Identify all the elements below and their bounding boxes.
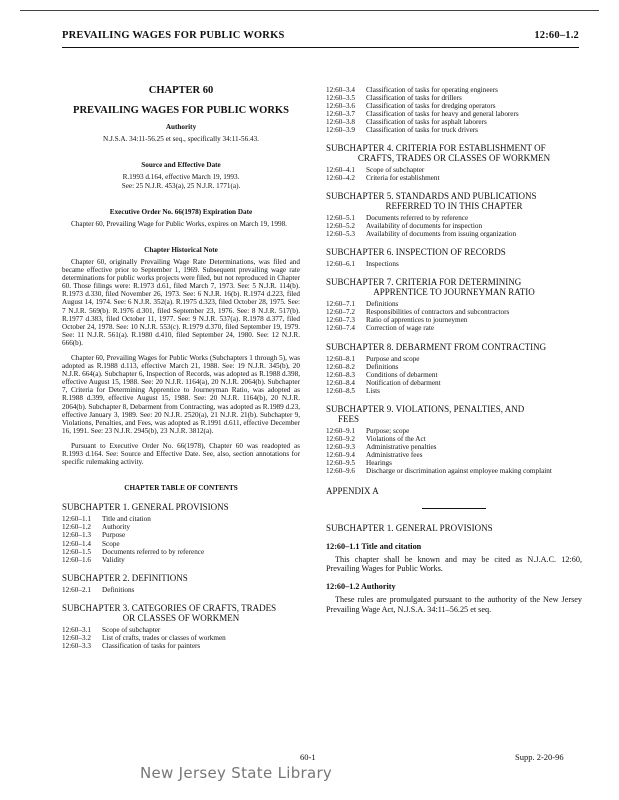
- toc-subchapter-7-list: [326, 300, 509, 332]
- toc-subchapter-3-continued-list: [326, 86, 519, 135]
- toc-subchapter-4-cont: CRAFTS, TRADES OR CLASSES OF WORKMEN: [357, 152, 551, 163]
- toc-subchapter-2: SUBCHAPTER 2. DEFINITIONS: [62, 572, 188, 583]
- supplement-date: Supp. 2-20-96: [515, 752, 564, 762]
- toc-entry-title: Classification of tasks for operating engineers: [366, 86, 498, 94]
- toc-entry: [326, 316, 509, 324]
- source-text-1: R.1993 d.164, effective March 19, 1993.: [122, 173, 240, 182]
- toc-entry-number: 12:60–2.1: [62, 585, 91, 594]
- toc-entry-number: 12:60–9.3: [326, 443, 355, 452]
- toc-entry: [326, 308, 509, 316]
- library-watermark: New Jersey State Library: [140, 764, 333, 782]
- running-header: [62, 30, 579, 48]
- history-heading: Chapter Historical Note: [144, 245, 218, 254]
- toc-subchapter-5-cont: REFERRED TO IN THIS CHAPTER: [385, 200, 523, 211]
- toc-entry-title: Violations of the Act: [366, 435, 426, 444]
- toc-entry: [326, 355, 441, 363]
- toc-entry-title: Discharge or discrimination against employee making complaint: [366, 467, 552, 476]
- toc-entry-number: 12:60–1.4: [62, 539, 91, 548]
- toc-entry-number: 12:60–9.6: [326, 467, 355, 476]
- toc-entry-number: 12:60–3.3: [62, 642, 91, 651]
- toc-entry-title: Inspections: [366, 260, 399, 269]
- toc-entry-number: 12:60–6.1: [326, 260, 355, 269]
- toc-entry-title: Title and citation: [102, 515, 151, 524]
- toc-heading: CHAPTER TABLE OF CONTENTS: [124, 484, 238, 493]
- toc-entry-number: 12:60–3.5: [326, 94, 355, 103]
- toc-entry: [326, 86, 519, 94]
- section-divider: [422, 508, 486, 509]
- chapter-title: PREVAILING WAGES FOR PUBLIC WORKS: [73, 105, 289, 117]
- toc-entry: [62, 548, 204, 556]
- toc-entry-title: Definitions: [366, 362, 399, 371]
- toc-entry: [62, 523, 204, 531]
- body-subchapter-1: SUBCHAPTER 1. GENERAL PROVISIONS: [326, 522, 493, 533]
- toc-entry: [62, 556, 204, 564]
- toc-entry-title: Purpose: [102, 531, 126, 540]
- toc-entry-title: Purpose and scope: [366, 354, 420, 363]
- toc-entry-number: 12:60–5.1: [326, 213, 355, 222]
- toc-subchapter-7: SUBCHAPTER 7. CRITERIA FOR DETERMINING: [326, 277, 522, 288]
- toc-entry-title: Definitions: [366, 300, 399, 309]
- toc-entry-title: Authority: [102, 523, 130, 532]
- toc-subchapter-1: SUBCHAPTER 1. GENERAL PROVISIONS: [62, 502, 229, 513]
- toc-entry: [326, 126, 519, 134]
- toc-entry-title: Scope of subchapter: [102, 625, 161, 634]
- toc-entry: [326, 363, 441, 371]
- header-title: PREVAILING WAGES FOR PUBLIC WORKS: [62, 30, 285, 41]
- toc-entry-title: Notification of debarment: [366, 378, 441, 387]
- toc-entry: [62, 531, 204, 539]
- left-column: [62, 55, 300, 650]
- toc-entry-title: Hearings: [366, 459, 392, 468]
- section-1-1-title: 12:60–1.1 Title and citation: [326, 541, 422, 551]
- toc-entry: [326, 174, 439, 182]
- toc-entry-number: 12:60–8.5: [326, 386, 355, 395]
- toc-entry-title: Availability of documents from issuing organization: [366, 229, 517, 238]
- toc-subchapter-4-list: [326, 166, 439, 182]
- toc-entry: [326, 451, 552, 459]
- toc-entry: [326, 260, 399, 268]
- toc-entry-title: List of crafts, trades or classes of workmen: [102, 634, 226, 643]
- toc-entry: [326, 427, 552, 435]
- authority-text: N.J.S.A. 34:11-56.25 et seq., specifically 34:11-56.43.: [103, 135, 259, 144]
- toc-subchapter-8: SUBCHAPTER 8. DEBARMENT FROM CONTRACTING: [326, 341, 547, 352]
- toc-subchapter-5: SUBCHAPTER 5. STANDARDS AND PUBLICATIONS: [326, 190, 537, 201]
- toc-entry-number: 12:60–3.2: [62, 634, 91, 643]
- toc-entry-number: 12:60–4.1: [326, 165, 355, 174]
- toc-entry-number: 12:60–3.1: [62, 625, 91, 634]
- toc-entry-title: Validity: [102, 555, 125, 564]
- toc-subchapter-1-list: [62, 515, 204, 564]
- right-column: [326, 86, 582, 614]
- toc-entry-title: Lists: [366, 386, 380, 395]
- toc-entry: [326, 118, 519, 126]
- section-1-1-text: This chapter shall be known and may be cited as N.J.A.C. 12:60, Prevailing Wages for Public Works.: [326, 554, 582, 574]
- toc-entry-number: 12:60–9.2: [326, 435, 355, 444]
- toc-entry-title: Scope of subchapter: [366, 165, 425, 174]
- toc-subchapter-6-list: [326, 260, 399, 268]
- authority-heading: Authority: [165, 123, 197, 132]
- toc-subchapter-3: SUBCHAPTER 3. CATEGORIES OF CRAFTS, TRADES: [62, 602, 277, 613]
- history-paragraph-3: Pursuant to Executive Order No. 66(1978), Chapter 60 was readopted as R.1993 d.164. See: Source and Effective Date. See, also, section annotations for specific rulemaking activity.: [62, 441, 300, 467]
- toc-entry: [62, 634, 226, 642]
- toc-entry: [62, 586, 134, 594]
- chapter-number: CHAPTER 60: [148, 85, 214, 96]
- toc-entry: [326, 214, 516, 222]
- history-paragraph-2: Chapter 60, Prevailing Wages for Public Works (Subchapters 1 through 5), was adopted as R.1988 d.113, effective March 21, 1988. See: 19 N.J.R. 345(b), 20 N.J.R. 664(a). Subchapter 6, Inspection of Records, was adopted as R.1988 d.398, effective August 15, 1988. See: 20 N.J.R. 1164(a), 20 N.J.R. 2064(b). Subchapter 7, Criteria for Determining Apprentice to Journeyman Ratio, was adopted as R.1988 d.399, effective August 15, 1988. See: 20 N.J.R. 1164(b), 20 N.J.R. 2064(b). Subchapter 8, Debarment from Contracting, was adopted as R.1989 d.23, effective January 3, 1989. See: 20 N.J.R. 2520(a), 21 N.J.R. 21(b). Subchapter 9, Violations, Penalties, and Fees, was adopted as R.1991 d.611, effective December 16, 1991. See: 23 N.J.R. 2945(b), 23 N.J.R. 3812(a).: [62, 353, 300, 435]
- toc-entry: [326, 371, 441, 379]
- toc-entry-title: Administrative penalties: [366, 443, 437, 452]
- toc-entry: [326, 443, 552, 451]
- toc-entry-number: 12:60–7.4: [326, 324, 355, 333]
- eo-text: Chapter 60, Prevailing Wage for Public Works, expires on March 19, 1998.: [71, 219, 287, 228]
- toc-subchapter-3-cont: OR CLASSES OF WORKMEN: [122, 612, 240, 623]
- toc-entry: [62, 540, 204, 548]
- toc-entry-number: 12:60–1.1: [62, 515, 91, 524]
- toc-entry: [326, 94, 519, 102]
- toc-entry-number: 12:60–5.3: [326, 229, 355, 238]
- toc-entry-title: Classification of tasks for asphalt laborers: [366, 118, 487, 127]
- toc-entry-number: 12:60–3.9: [326, 126, 355, 135]
- toc-entry-title: Criteria for establishment: [366, 173, 440, 182]
- toc-entry: [326, 387, 441, 395]
- header-section: 12:60–1.2: [534, 30, 579, 41]
- toc-entry-number: 12:60–1.6: [62, 555, 91, 564]
- toc-entry: [326, 230, 516, 238]
- toc-entry-number: 12:60–7.1: [326, 300, 355, 309]
- toc-entry-title: Classification of tasks for painters: [102, 642, 201, 651]
- toc-entry-number: 12:60–9.4: [326, 451, 355, 460]
- toc-entry-number: 12:60–3.8: [326, 118, 355, 127]
- toc-entry-number: 12:60–1.5: [62, 547, 91, 556]
- toc-entry-title: Classification of tasks for dredging operators: [366, 102, 496, 111]
- toc-entry: [326, 467, 552, 475]
- toc-entry-number: 12:60–8.3: [326, 370, 355, 379]
- toc-entry-number: 12:60–3.7: [326, 110, 355, 119]
- toc-entry-number: 12:60–8.2: [326, 362, 355, 371]
- toc-entry-number: 12:60–1.2: [62, 523, 91, 532]
- toc-subchapter-9-list: [326, 427, 552, 476]
- toc-subchapter-9: SUBCHAPTER 9. VIOLATIONS, PENALTIES, AND: [326, 403, 525, 414]
- history-paragraph-1: Chapter 60, originally Prevailing Wage Rate Determinations, was filed and became effective prior to September 1, 1969. Subsequent prevailing wage rate determinations for public works projects were filed, but not reproduced in Chapter 60. Those filings were: R.1973 d.61, filed March 7, 1973. See: 5 N.J.R. 114(b). R.1973 d.330, filed November 26, 1973. See: 6 N.J.R. 16(b). R.1974 d.223, filed August 14, 1974. See: 6 N.J.R. 352(a). R.1975 d.323, filed October 28, 1975. See: 7 N.J.R. 569(b). R.1976 d.301, filed September 23, 1976. See: 8 N.J.R. 517(b). R.1977 d.383, filed October 11, 1977. See: 9 N.J.R. 537(a). R.1978 d.377, filed October 24, 1978. See: 10 N.J.R. 553(c). R.1979 d.370, filed September 19, 1979. See: 11 N.J.R. 561(a). R.1980 d.410, filed September 24, 1980. See: 12 N.J.R. 666(b).: [62, 257, 300, 347]
- toc-entry-number: 12:60–8.4: [326, 378, 355, 387]
- toc-appendix: APPENDIX A: [326, 485, 379, 496]
- toc-entry: [326, 459, 552, 467]
- toc-subchapter-6: SUBCHAPTER 6. INSPECTION OF RECORDS: [326, 247, 506, 258]
- toc-entry-number: 12:60–7.2: [326, 308, 355, 317]
- toc-entry: [326, 102, 519, 110]
- toc-entry-number: 12:60–1.3: [62, 531, 91, 540]
- toc-entry: [326, 379, 441, 387]
- toc-entry-title: Documents referred to by reference: [102, 547, 205, 556]
- toc-subchapter-2-list: [62, 586, 134, 594]
- page-number: 60-1: [300, 752, 316, 762]
- toc-subchapter-3-list: [62, 626, 226, 650]
- toc-entry-title: Administrative fees: [366, 451, 423, 460]
- toc-entry-title: Classification of tasks for truck drivers: [366, 126, 478, 135]
- source-heading: Source and Effective Date: [141, 161, 221, 170]
- toc-entry-title: Definitions: [102, 585, 135, 594]
- toc-subchapter-5-list: [326, 214, 516, 238]
- toc-entry: [326, 435, 552, 443]
- toc-entry-title: Responsibilities of contractors and subcontractors: [366, 308, 510, 317]
- toc-entry-title: Classification of tasks for drillers: [366, 94, 462, 103]
- section-1-2-title: 12:60–1.2 Authority: [326, 581, 396, 591]
- toc-entry-title: Scope: [102, 539, 120, 548]
- toc-entry: [62, 515, 204, 523]
- toc-entry-title: Classification of tasks for heavy and general laborers: [366, 110, 519, 119]
- source-text-2: See: 25 N.J.R. 453(a), 25 N.J.R. 1771(a).: [121, 181, 241, 190]
- toc-subchapter-7-cont: APPRENTICE TO JOURNEYMAN RATIO: [373, 287, 535, 298]
- toc-entry-title: Ratio of apprentices to journeymen: [366, 316, 468, 325]
- toc-entry-number: 12:60–3.6: [326, 102, 355, 111]
- toc-entry-number: 12:60–4.2: [326, 173, 355, 182]
- toc-subchapter-8-list: [326, 355, 441, 395]
- toc-entry-title: Documents referred to by reference: [366, 213, 469, 222]
- toc-entry-title: Correction of wage rate: [366, 324, 435, 333]
- toc-entry-number: 12:60–9.1: [326, 426, 355, 435]
- toc-subchapter-9-cont: FEES: [338, 413, 360, 424]
- toc-entry-title: Availability of documents for inspection: [366, 221, 483, 230]
- toc-entry: [326, 324, 509, 332]
- toc-entry: [326, 166, 439, 174]
- toc-subchapter-4: SUBCHAPTER 4. CRITERIA FOR ESTABLISHMENT OF: [326, 142, 546, 153]
- toc-entry: [326, 300, 509, 308]
- toc-entry: [62, 626, 226, 634]
- toc-entry: [62, 642, 226, 650]
- toc-entry-number: 12:60–9.5: [326, 459, 355, 468]
- toc-entry-number: 12:60–8.1: [326, 354, 355, 363]
- eo-heading: Executive Order No. 66(1978) Expiration Date: [109, 207, 253, 216]
- toc-entry-title: Conditions of debarment: [366, 370, 438, 379]
- top-rule: [20, 10, 599, 11]
- toc-entry: [326, 110, 519, 118]
- toc-entry: [326, 222, 516, 230]
- section-1-2-text: These rules are promulgated pursuant to the authority of the New Jersey Prevailing Wage Act, N.J.S.A. 34:11–56.25 et seq.: [326, 594, 582, 614]
- toc-entry-number: 12:60–7.3: [326, 316, 355, 325]
- toc-entry-title: Purpose; scope: [366, 426, 410, 435]
- toc-entry-number: 12:60–3.4: [326, 86, 355, 94]
- toc-entry-number: 12:60–5.2: [326, 221, 355, 230]
- header-rule: [62, 47, 579, 48]
